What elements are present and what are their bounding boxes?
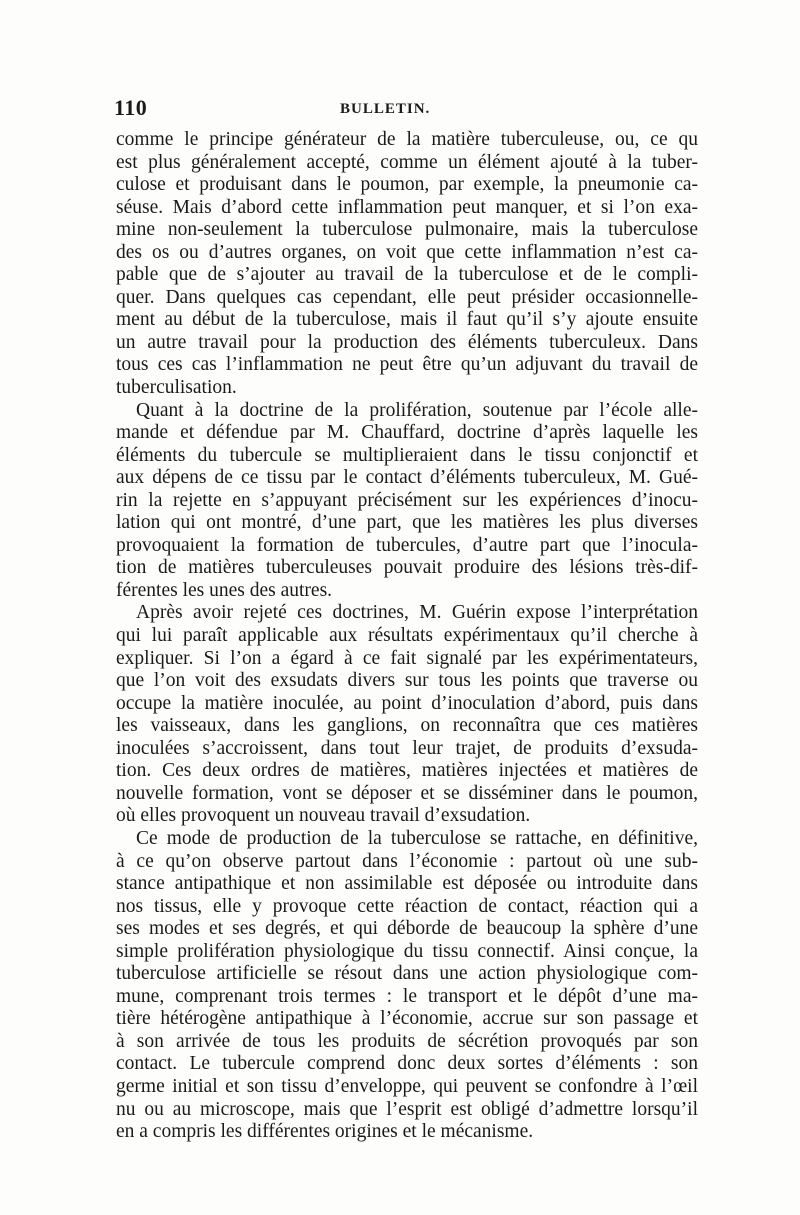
text-line: à son arrivée de tous les produits de sécrétion provoqués par son xyxy=(116,1030,698,1052)
text-line: mune, comprenant trois termes : le transport et le dépôt d’une ma- xyxy=(116,985,698,1007)
text-line: qui lui paraît applicable aux résultats expérimentaux qu’il cherche à xyxy=(116,625,698,647)
text-line: provoquaient la formation de tubercules, d’autre part que l’inocula- xyxy=(116,534,698,556)
text-line: nu ou au microscope, mais que l’esprit est obligé d’admettre lorsqu’il xyxy=(116,1098,698,1120)
text-line: nouvelle formation, vont se déposer et se disséminer dans le poumon, xyxy=(116,782,698,804)
text-line: tous ces cas l’inflammation ne peut être qu’un adjuvant du travail de xyxy=(116,354,698,376)
text-line: éléments du tubercule se multiplieraient dans le tissu conjonctif et xyxy=(116,444,698,466)
text-line: séuse. Mais d’abord cette inflammation peut manquer, et si l’on exa- xyxy=(116,196,698,218)
text-line: en a compris les différentes origines et le mécanisme. xyxy=(116,1121,534,1143)
text-line: rin la rejette en s’appuyant précisément sur les expériences d’inocu- xyxy=(116,489,698,511)
text-line: tuberculisation. xyxy=(116,377,237,399)
text-line: simple prolifération physiologique du tissu connectif. Ainsi conçue, la xyxy=(116,940,698,962)
page-number: 110 xyxy=(114,95,148,120)
running-head: BULLETIN. xyxy=(340,101,431,117)
text-line: stance antipathique et non assimilable est déposée ou introduite dans xyxy=(116,873,698,895)
text-line: inoculées s’accroissent, dans tout leur trajet, de produits d’exsuda- xyxy=(116,737,698,759)
text-line: Quant à la doctrine de la prolifération, soutenue par l’école alle- xyxy=(136,399,698,421)
text-line: nos tissus, elle y provoque cette réaction de contact, réaction qui a xyxy=(116,895,698,917)
text-line: les vaisseaux, dans les ganglions, on reconnaîtra que ces matières xyxy=(116,715,698,737)
text-line: à ce qu’on observe partout dans l’économie : partout où une sub- xyxy=(116,850,698,872)
text-line: ses modes et ses degrés, et qui déborde de beaucoup la sphère d’une xyxy=(116,918,698,940)
text-line: germe initial et son tissu d’enveloppe, qui peuvent se confondre à l’œil xyxy=(116,1075,698,1097)
page-header xyxy=(114,95,698,125)
text-line: culose et produisant dans le poumon, par exemple, la pneumonie ca- xyxy=(116,174,698,196)
text-line: contact. Le tubercule comprend donc deux sortes d’éléments : son xyxy=(116,1053,698,1075)
text-line: férentes les unes des autres. xyxy=(116,579,333,601)
text-line: tuberculose artificielle se résout dans une action physiologique com- xyxy=(116,963,698,985)
text-line: est plus généralement accepté, comme un élément ajouté à la tuber- xyxy=(116,151,698,173)
body-text xyxy=(116,129,698,1144)
text-line: ment au début de la tuberculose, mais il faut qu’il s’y ajoute ensuite xyxy=(116,309,698,331)
text-line: lation qui ont montré, d’une part, que les matières les plus diverses xyxy=(116,512,698,534)
text-line: expliquer. Si l’on a égard à ce fait signalé par les expérimentateurs, xyxy=(116,647,698,669)
text-line: quer. Dans quelques cas cependant, elle peut présider occasionnelle- xyxy=(116,286,698,308)
text-line: mande et défendue par M. Chauffard, doctrine d’après laquelle les xyxy=(116,422,698,444)
text-line: tion de matières tuberculeuses pouvait produire des lésions très-dif- xyxy=(116,557,698,579)
text-line: comme le principe générateur de la matière tuberculeuse, ou, ce qu xyxy=(116,129,698,150)
text-line: que l’on voit des exsudats divers sur tous les points que traverse ou xyxy=(116,670,698,692)
text-line: mine non-seulement la tuberculose pulmonaire, mais la tuberculose xyxy=(116,219,698,241)
text-line: Après avoir rejeté ces doctrines, M. Guérin expose l’interprétation xyxy=(136,602,698,624)
text-line: tion. Ces deux ordres de matières, matières injectées et matières de xyxy=(116,760,698,782)
text-line: occupe la matière inoculée, au point d’inoculation d’abord, puis dans xyxy=(116,692,698,714)
text-line: pable que de s’ajouter au travail de la tuberculose et de le compli- xyxy=(116,264,698,286)
text-line: des os ou d’autres organes, on voit que cette inflammation n’est ca- xyxy=(116,241,698,263)
text-line: où elles provoquent un nouveau travail d’exsudation. xyxy=(116,805,531,827)
text-line: tière hétérogène antipathique à l’économie, accrue sur son passage et xyxy=(116,1008,698,1030)
text-line: aux dépens de ce tissu par le contact d’éléments tuberculeux, M. Gué- xyxy=(116,467,698,489)
text-line: un autre travail pour la production des éléments tuberculeux. Dans xyxy=(116,331,698,353)
text-line: Ce mode de production de la tuberculose se rattache, en définitive, xyxy=(136,827,698,849)
